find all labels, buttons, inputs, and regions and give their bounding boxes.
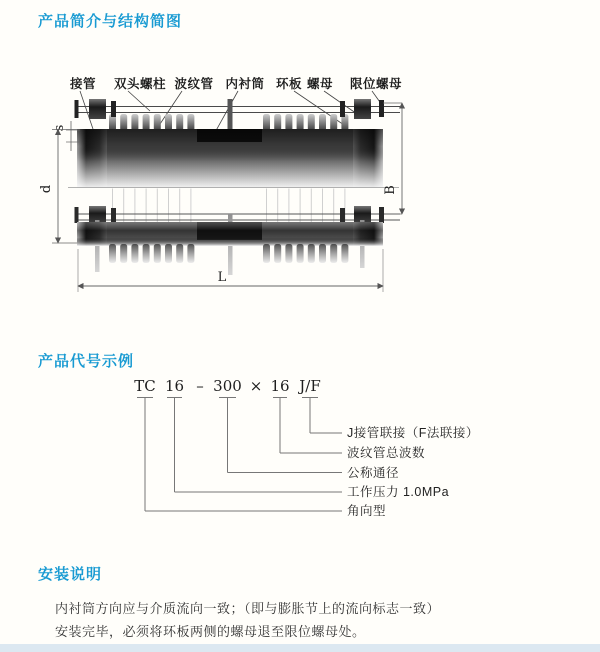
code-part-16b: 16 <box>270 377 290 395</box>
code-part-300: 300 <box>213 377 242 395</box>
code-part-16a: 16 <box>164 377 185 395</box>
label-huanban: 环板 <box>275 77 303 91</box>
dim-b-label: B <box>383 185 398 195</box>
code-connectors <box>137 398 342 512</box>
dim-s <box>52 121 80 151</box>
code-label-type: 角向型 <box>347 504 387 518</box>
code-part-dash: – <box>196 377 204 395</box>
code-part-tc: TC <box>134 377 156 395</box>
dim-d-label: d <box>39 184 54 194</box>
body-upper <box>77 129 383 188</box>
body-lower <box>77 222 383 246</box>
dim-l-label: L <box>217 270 227 285</box>
code-diagram <box>0 375 600 525</box>
label-neichentong: 内衬筒 <box>225 77 265 91</box>
structure-diagram <box>0 60 460 320</box>
section-title-intro: 产品简介与结构简图 <box>38 13 183 30</box>
install-note-line1: 内衬筒方向应与介质流向一致；（即与膨胀节上的流向标志一致） <box>55 601 441 616</box>
code-labels <box>347 425 479 518</box>
code-part-jf: J/F <box>299 377 321 395</box>
dim-b <box>383 103 402 214</box>
code-label-waves: 波纹管总波数 <box>347 446 426 460</box>
label-jieguan: 接管 <box>69 77 97 91</box>
section-title-code: 产品代号示例 <box>38 353 135 370</box>
part-labels <box>69 76 402 91</box>
label-shuangtouluozhu: 双头螺柱 <box>113 77 167 91</box>
code-part-times: × <box>249 377 263 395</box>
code-label-pressure: 工作压力 1.0MPa <box>347 485 450 499</box>
code-label-diameter: 公称通径 <box>347 466 400 480</box>
label-xianweiluomu: 限位螺母 <box>349 77 403 91</box>
dim-s-label: s <box>52 124 67 132</box>
section-title-install: 安装说明 <box>38 566 103 583</box>
install-note-line2: 安装完毕，必须将环板两侧的螺母退至限位螺母处。 <box>55 624 366 639</box>
label-bowenguan: 波纹管 <box>174 77 214 91</box>
code-parts <box>134 377 320 395</box>
footer-band <box>0 644 600 652</box>
code-label-connection: J接管联接（F法联接） <box>347 426 479 440</box>
label-luomu: 螺母 <box>306 77 334 91</box>
